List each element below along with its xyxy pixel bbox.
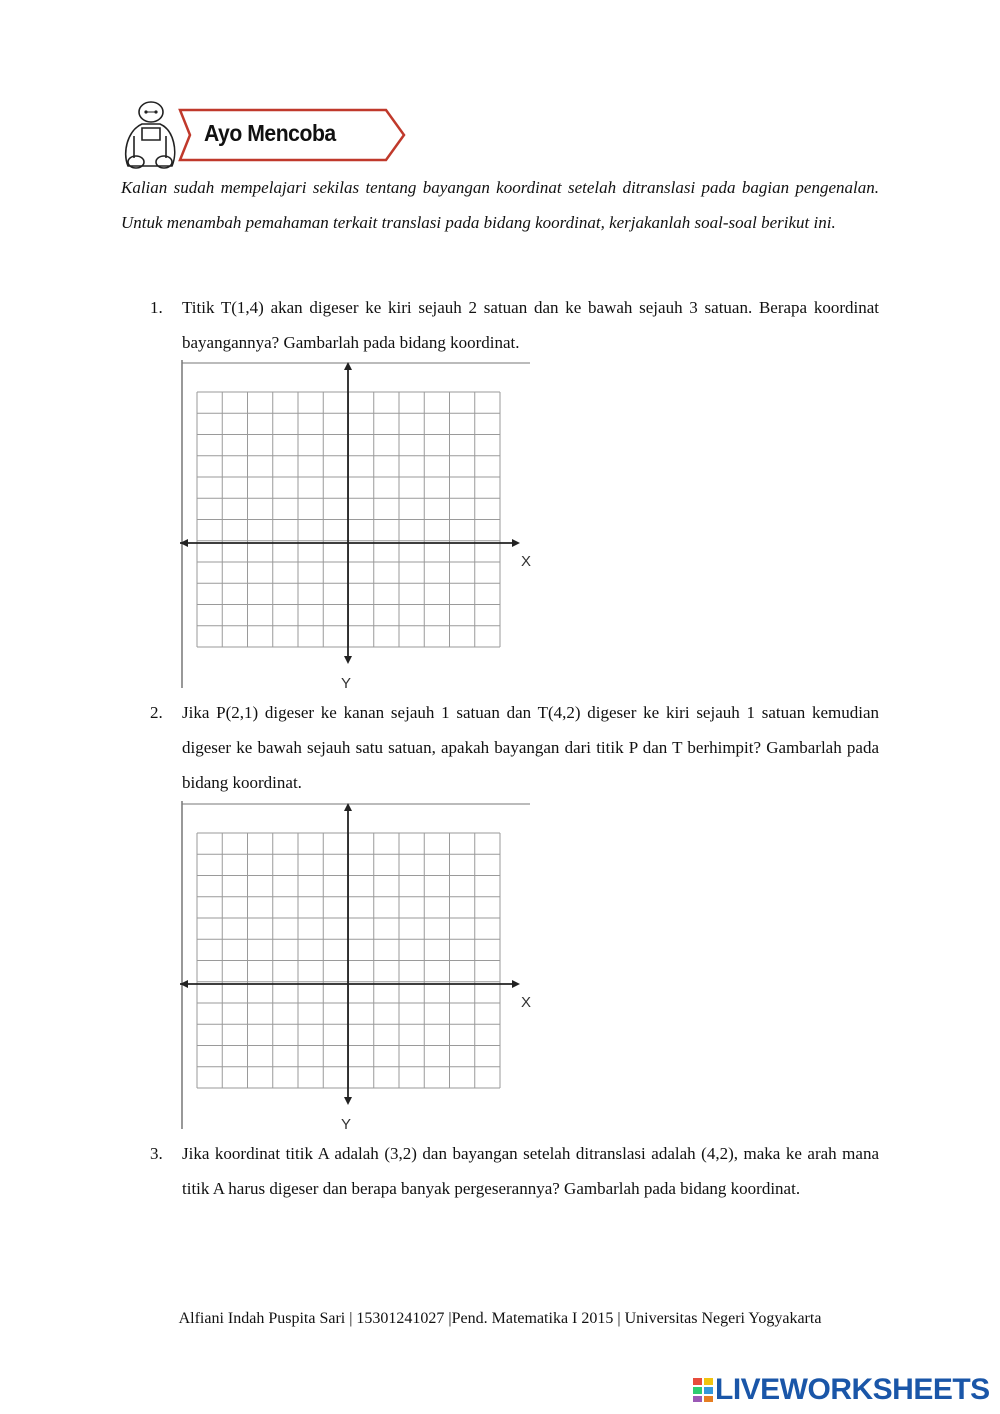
x-axis-label: X xyxy=(521,994,532,1011)
question-text: Titik T(1,4) akan digeser ke kiri sejauh 2 satuan dan ke bawah sejauh 3 satuan. Berapa koordinat bayangannya? Gambarlah pada bidang koordinat. xyxy=(182,298,879,352)
coordinate-grid[interactable] xyxy=(178,801,538,1131)
watermark-text: LIVEWORKSHEETS xyxy=(715,1373,990,1406)
question-item xyxy=(150,695,879,800)
liveworksheets-logo-icon xyxy=(693,1378,713,1402)
y-axis-bottom-arrow xyxy=(344,656,352,664)
question-number: 1. xyxy=(150,298,163,317)
y-axis-bottom-arrow xyxy=(344,1097,352,1105)
section-header xyxy=(118,96,418,170)
section-title: Ayo Mencoba xyxy=(204,120,336,146)
question-text: Jika P(2,1) digeser ke kanan sejauh 1 satuan dan T(4,2) digeser ke kiri sejauh 1 satuan kemudian digeser ke bawah sejauh satu satuan, apakah bayangan dari titik P dan T berhimpit? Gambarlah pada bidang koordinat. xyxy=(182,703,879,792)
x-axis-right-arrow xyxy=(512,539,520,547)
intro-paragraph: Kalian sudah mempelajari sekilas tentang bayangan koordinat setelah ditranslasi pada bagian pengenalan. Untuk menambah pemahaman terkait translasi pada bidang koordinat, kerjakanlah soal-soal berikut ini. xyxy=(121,178,879,232)
x-axis-left-arrow xyxy=(180,539,188,547)
x-axis-right-arrow xyxy=(512,980,520,988)
robot-mascot-icon xyxy=(118,96,180,170)
question-item xyxy=(150,290,879,360)
x-axis-label: X xyxy=(521,553,532,570)
page-footer: Alfiani Indah Puspita Sari | 15301241027 |Pend. Matematika I 2015 | Universitas Negeri Yogyakarta xyxy=(178,1310,822,1327)
x-axis-left-arrow xyxy=(180,980,188,988)
question-text: Jika koordinat titik A adalah (3,2) dan bayangan setelah ditranslasi adalah (4,2), maka ke arah mana titik A harus digeser dan berapa banyak pergeserannya? Gambarlah pada bidang koordinat. xyxy=(182,1144,879,1198)
liveworksheets-watermark[interactable] xyxy=(693,1372,993,1408)
question-item xyxy=(150,1136,879,1206)
question-number: 2. xyxy=(150,703,163,722)
y-axis-label: Y xyxy=(341,675,352,690)
y-axis-label: Y xyxy=(341,1116,352,1131)
question-number: 3. xyxy=(150,1144,163,1163)
coordinate-grid[interactable] xyxy=(178,360,538,690)
